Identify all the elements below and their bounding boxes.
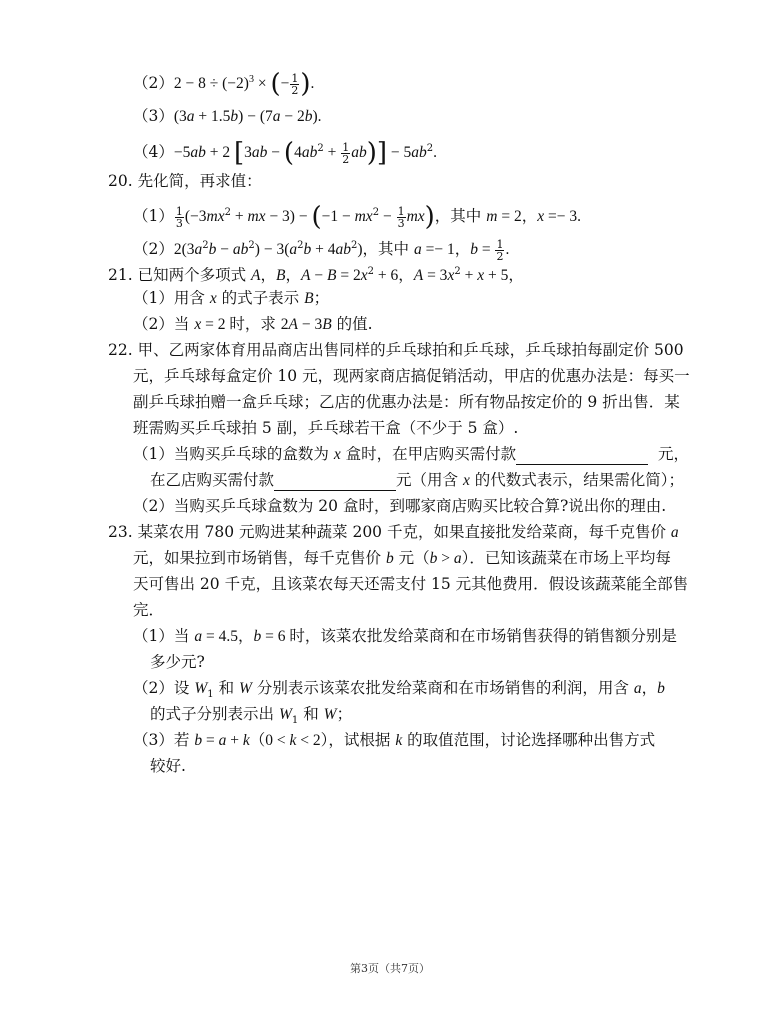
part-label: （3） xyxy=(133,107,174,125)
q23-line1: 23. 某菜农用 780 元购进某种蔬菜 200 千克，如果直接批发给菜商，每千克售价 a xyxy=(108,523,679,541)
q23-line3: 天可售出 20 千克，且该菜农每天还需支付 15 元其他费用．假设该蔬菜能全部售 xyxy=(133,575,689,593)
q19-part3: （3）(3a + 1.5b) − (7a − 2b). xyxy=(133,107,322,125)
q22-part2: （2）当购买乒乓球盒数为 20 盒时，到哪家商店购买比较合算?说出你的理由. xyxy=(133,497,667,515)
q22-line2: 元，乒乓球每盒定价 10 元，现两家商店搞促销活动，甲店的优惠办法是：每买一 xyxy=(133,367,690,385)
fraction: $\frac{1}{3}$ xyxy=(175,204,183,230)
part-label: （1） xyxy=(133,207,174,226)
part-label: （3） xyxy=(133,731,174,749)
q23-part3: （3）若 b = a + k（0 < k < 2），试根据 k 的取值范围，讨论选择哪种出售方式 xyxy=(133,731,656,749)
q23-part3-cont: 较好. xyxy=(150,757,186,775)
q23-line2: 元，如果拉到市场销售，每千克售价 b 元（b > a）．已知该蔬菜在市场上平均每 xyxy=(133,549,671,567)
part-label: （2） xyxy=(133,679,174,697)
part-label: （2） xyxy=(133,74,174,93)
fraction: $\frac{1}{2}$ xyxy=(496,237,504,263)
part-label: （1） xyxy=(133,445,174,463)
answer-blank[interactable] xyxy=(516,448,648,465)
q19-part2: $(2)2 - 8 \div (-2)^3$ × (− $\frac{1}{2}$ ). xyxy=(133,69,315,100)
q23-part1-cont: 多少元? xyxy=(150,653,205,671)
question-number: 22. xyxy=(108,341,133,359)
q20-part1: （1） $\frac{1}{3}$ ($-3mx^2$ + mx − $3) - (-1 - mx^2$ − $\frac{1}{3}$ mx)，其中 m = 2，x =− 3. xyxy=(133,202,581,233)
fraction: $\frac{1}{2}$ xyxy=(291,71,299,97)
question-number: 20. xyxy=(108,172,133,190)
question-number: 21. xyxy=(108,266,133,285)
q22-line3: 副乒乓球拍赠一盒乒乓球；乙店的优惠办法是：所有物品按定价的 9 折出售．某 xyxy=(133,393,680,411)
q23-line4: 完． xyxy=(133,601,165,619)
q22-part1: （1）当购买乒乓球的盒数为 x 盒时，在甲店购买需付款 元， xyxy=(133,445,690,463)
fraction: $\frac{1}{2}$ xyxy=(342,140,350,166)
q23-part2: （2）设 $W_1$ 和 W 分别表示该菜农批发给菜商和在市场销售的利润，用含 a，b xyxy=(133,679,665,701)
part-label: （1） xyxy=(133,627,174,645)
q21-part2: （2）当 x = 2 时，求 2A − 3B 的值. xyxy=(133,315,373,333)
part-label: （2） xyxy=(133,497,174,515)
fraction: $\frac{1}{3}$ xyxy=(397,204,405,230)
q20-stem: 20. 先化简，再求值： xyxy=(108,172,262,190)
q23-part2-cont: 的式子分别表示出 $W_1$ 和 W； xyxy=(150,705,353,727)
page-footer: 第3页（共7页） xyxy=(350,962,430,975)
q22-part1-cont: 在乙店购买需付款 元（用含 x 的代数式表示，结果需化简）； xyxy=(150,471,685,489)
question-number: 23. xyxy=(108,523,133,541)
answer-blank[interactable] xyxy=(274,474,396,491)
q19-part4: （4）−5ab + 2 [$3ab - (4ab^2$ + $\frac{1}{2}$ $ab)] - 5ab^2$. xyxy=(133,138,437,169)
q23-part1: （1）当 a = 4.5，b = 6 时，该菜农批发给菜商和在市场销售获得的销售额分别是 xyxy=(133,627,677,645)
part-label: （2） xyxy=(133,315,174,333)
q21-stem: 21. 已知两个多项式 A，B，$A - B = 2x^2 + 6$，$A = 3x^2 + x + 5$， xyxy=(108,266,524,285)
part-label: （1） xyxy=(133,289,174,307)
q22-line1: 22. 甲、乙两家体育用品商店出售同样的乒乓球拍和乒乓球，乒乓球拍每副定价 500 xyxy=(108,341,684,359)
q22-line4: 班需购买乒乓球拍 5 副，乒乓球若干盒（不少于 5 盒）. xyxy=(133,419,519,437)
q20-part2: $(2)2(3a^2b - ab^2) - 3(a^2b + 4ab^2)$，其中 a =− 1，b = $\frac{1}{2}$ . xyxy=(133,237,510,263)
q21-part1: （1）用含 x 的式子表示 B； xyxy=(133,289,330,307)
part-label: （2） xyxy=(133,240,174,259)
part-label: （4） xyxy=(133,143,174,162)
